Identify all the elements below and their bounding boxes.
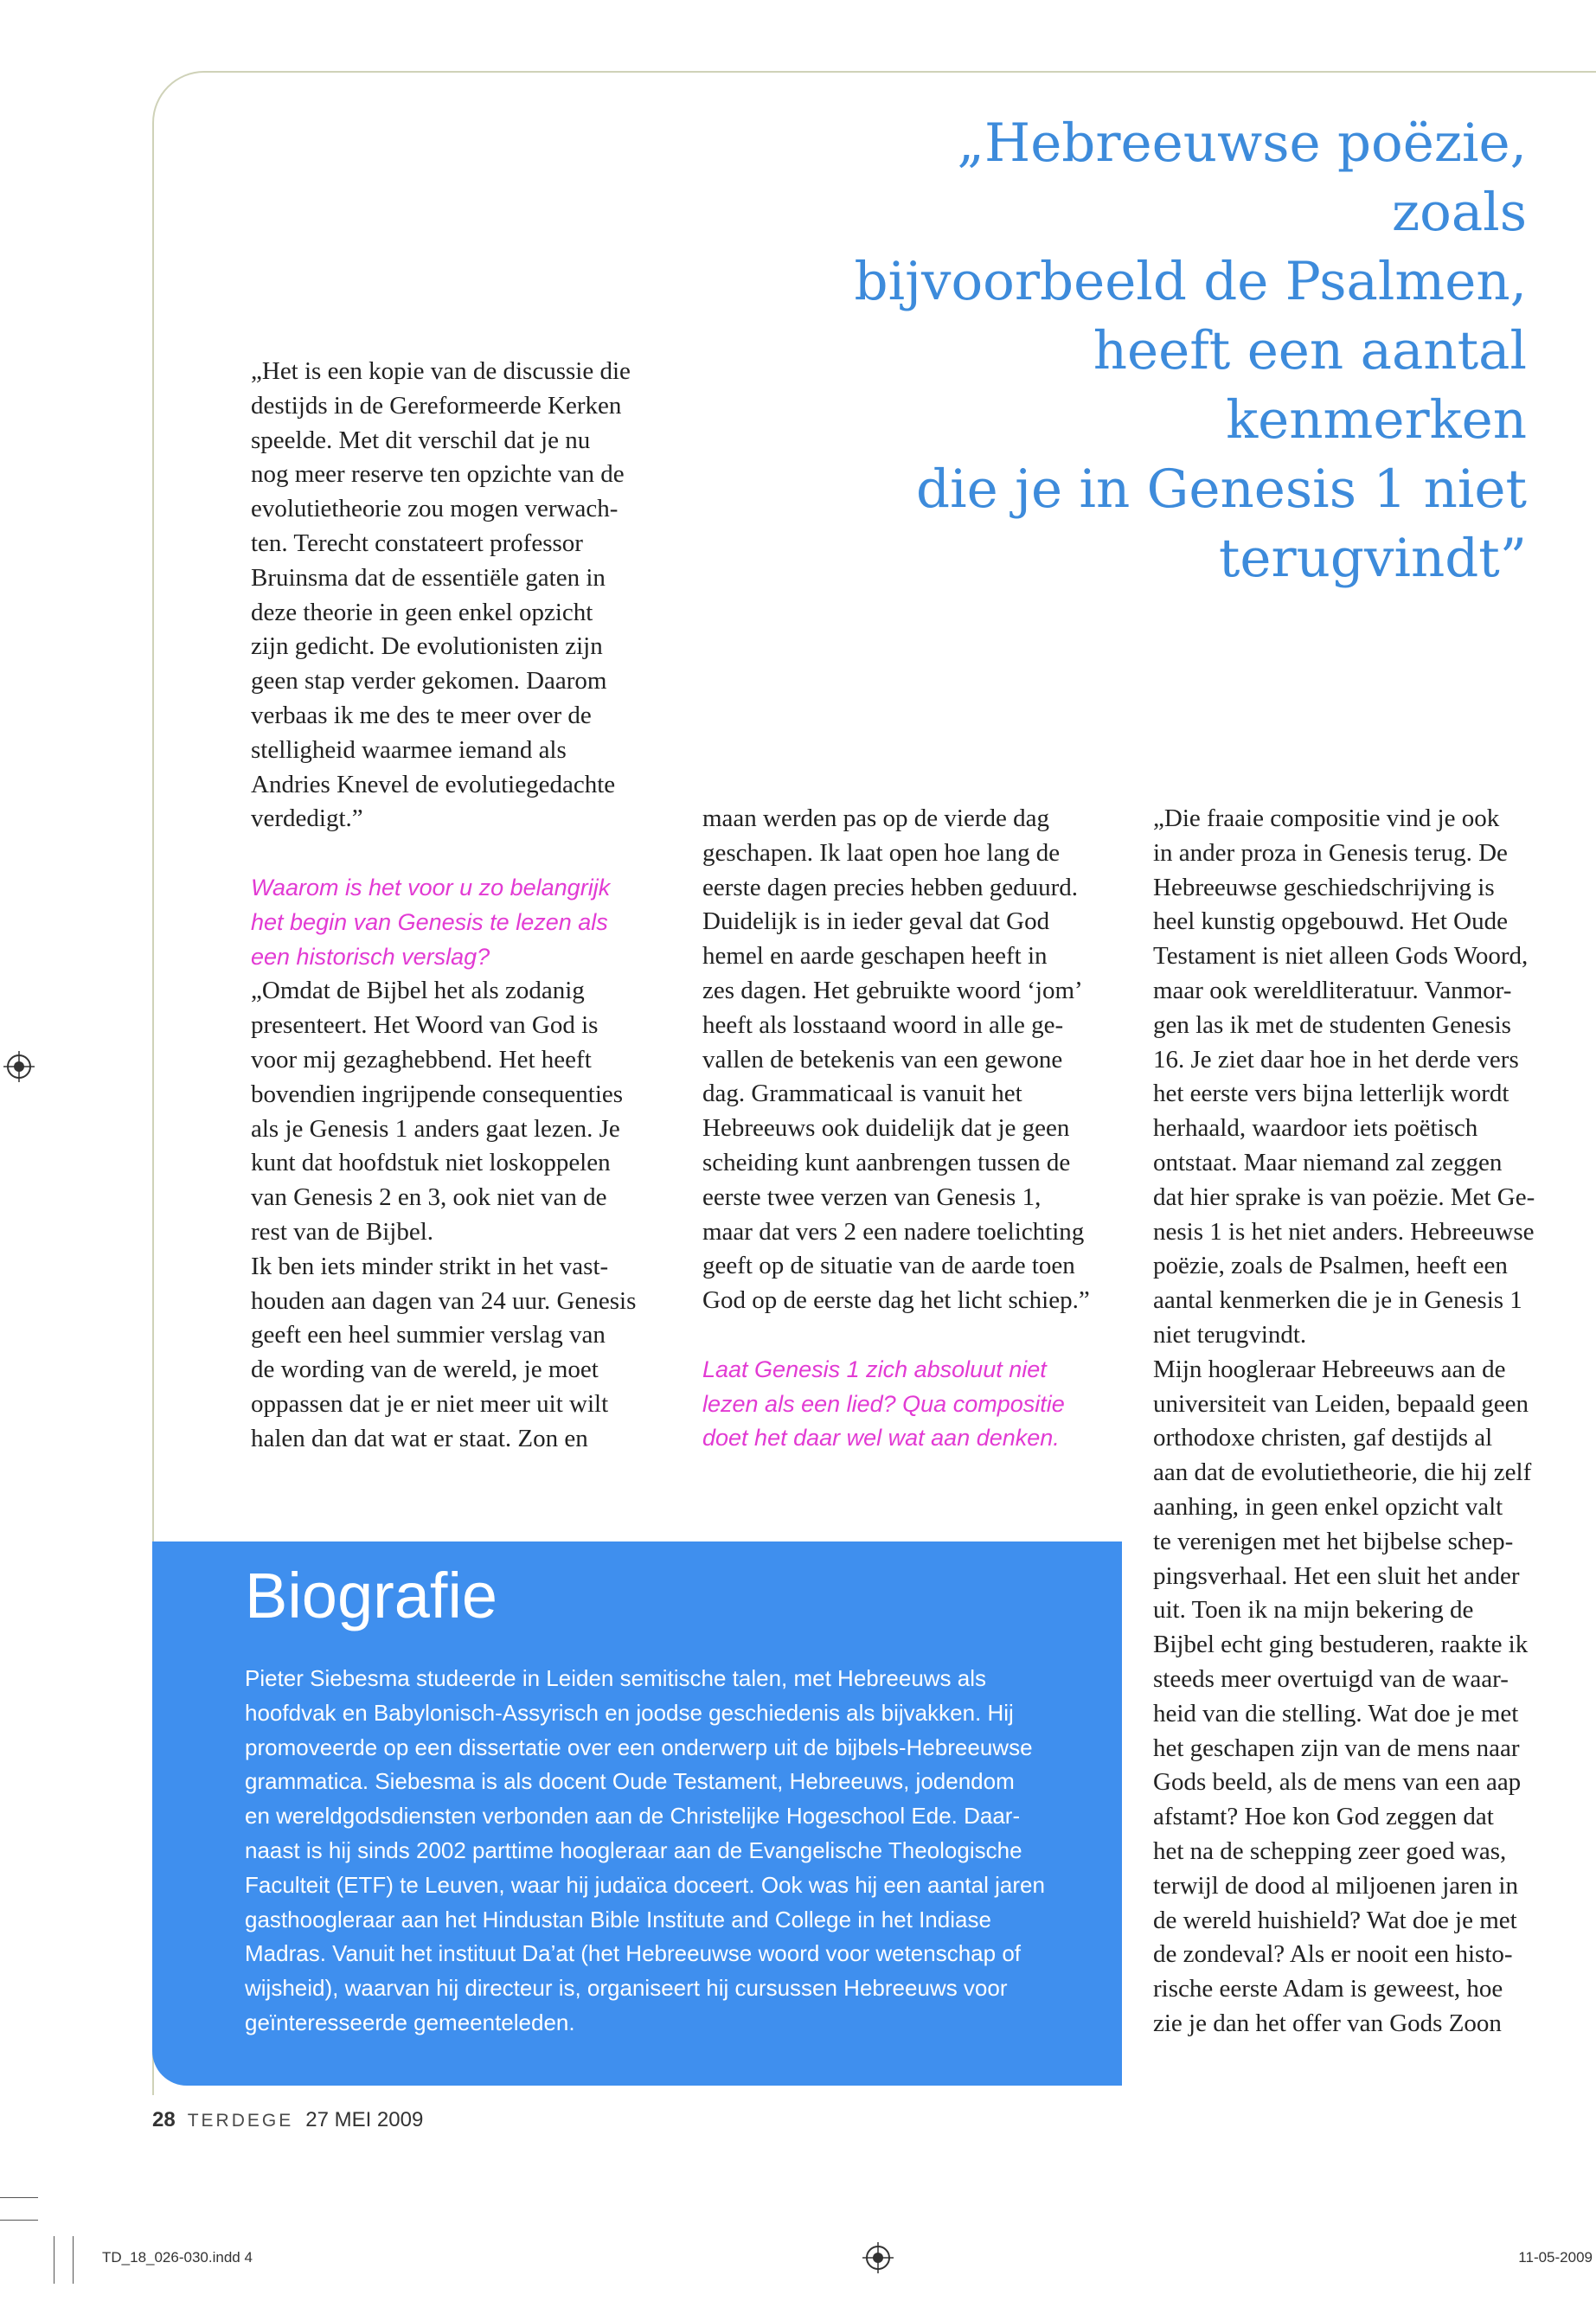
body-line: „Omdat de Bijbel het als zodanig bbox=[251, 977, 585, 1005]
body-line: steeds meer overtuigd van de waar- bbox=[1153, 1664, 1509, 1693]
pull-quote bbox=[830, 109, 1527, 593]
biography-line: promoveerde op een dissertatie over een onderwerp uit de bijbels-Hebreeuwse bbox=[245, 1734, 1033, 1760]
body-line: 16. Je ziet daar hoe in het derde vers bbox=[1153, 1045, 1519, 1074]
body-line: oppassen dat je er niet meer uit wilt bbox=[251, 1389, 609, 1418]
body-line: geeft op de situatie van de aarde toen bbox=[702, 1252, 1075, 1280]
crop-mark bbox=[0, 2197, 38, 2198]
registration-mark-icon bbox=[3, 1051, 35, 1082]
body-line: dag. Grammaticaal is vanuit het bbox=[702, 1080, 1022, 1108]
biography-line: en wereldgodsdiensten verbonden aan de Christelijke Hogeschool Ede. Daar- bbox=[245, 1803, 1021, 1830]
biography-line: geïnteresseerde gemeenteleden. bbox=[245, 2009, 575, 2035]
body-line: Testament is niet alleen Gods Woord, bbox=[1153, 942, 1529, 971]
body-line: Andries Knevel de evolutiegedachte bbox=[251, 770, 616, 798]
pull-quote-line: heeft een aantal kenmerken bbox=[1093, 320, 1527, 451]
biography-line: Madras. Vanuit het instituut Da’at (het Hebreeuwse woord voor wetenschap of bbox=[245, 1940, 1021, 1967]
body-line: voor mij gezaghebbend. Het heeft bbox=[251, 1045, 592, 1074]
body-line: rest van de Bijbel. bbox=[251, 1217, 434, 1246]
body-line: verdedigt.” bbox=[251, 804, 363, 833]
body-line: pingsverhaal. Het een sluit het ander bbox=[1153, 1561, 1520, 1590]
body-line: Duidelijk is in ieder geval dat God bbox=[702, 907, 1050, 936]
body-line: maar dat vers 2 een nadere toelichting bbox=[702, 1217, 1085, 1246]
body-line: rische eerste Adam is geweest, hoe bbox=[1153, 1975, 1503, 2003]
body-line: terwijl de dood al miljoenen jaren in bbox=[1153, 1871, 1518, 1900]
interview-question-line: lezen als een lied? Qua compositie bbox=[702, 1390, 1065, 1417]
body-line: heeft als losstaand woord in alle ge- bbox=[702, 1010, 1064, 1039]
column-1 bbox=[251, 355, 683, 1457]
body-line: herhaald, waardoor iets poëtisch bbox=[1153, 1114, 1478, 1143]
body-line: de wording van de wereld, je moet bbox=[251, 1356, 599, 1384]
body-line: het na de schepping zeer goed was, bbox=[1153, 1836, 1507, 1865]
body-line: scheiding kunt aanbrengen tussen de bbox=[702, 1148, 1071, 1176]
biography-line: gasthoogleraar aan het Hindustan Bible Institute and College in het Indiase bbox=[245, 1906, 991, 1932]
interview-question-line: het begin van Genesis te lezen als bbox=[251, 908, 608, 935]
magazine-name: TERDEGE bbox=[187, 2111, 294, 2131]
body-line: eerste twee verzen van Genesis 1, bbox=[702, 1183, 1042, 1211]
pull-quote-line: bijvoorbeeld de Psalmen, bbox=[854, 251, 1527, 312]
body-line: Bijbel echt ging bestuderen, raakte ik bbox=[1153, 1631, 1529, 1659]
body-line: de wereld huishield? Wat doe je met bbox=[1153, 1906, 1517, 1934]
body-line: als je Genesis 1 anders gaat lezen. Je bbox=[251, 1114, 620, 1143]
pull-quote-line: „Hebreeuwse poëzie, zoals bbox=[957, 112, 1527, 243]
body-line: ten. Terecht constateert professor bbox=[251, 529, 583, 557]
biography-line: grammatica. Siebesma is als docent Oude Testament, Hebreeuws, jodendom bbox=[245, 1768, 1015, 1795]
issue-date: 27 MEI 2009 bbox=[305, 2108, 424, 2131]
body-line: ontstaat. Maar niemand zal zeggen bbox=[1153, 1148, 1503, 1176]
body-line: Gods beeld, als de mens van een aap bbox=[1153, 1768, 1522, 1797]
print-slug-date: 11-05-2009 bbox=[1518, 2249, 1593, 2266]
body-line: destijds in de Gereformeerde Kerken bbox=[251, 391, 622, 420]
interview-question-line: doet het daar wel wat aan denken. bbox=[702, 1425, 1060, 1452]
biography-line: Faculteit (ETF) te Leuven, waar hij judaïca doceert. Ook was hij een aantal jaren bbox=[245, 1871, 1045, 1898]
body-line: niet terugvindt. bbox=[1153, 1320, 1307, 1349]
body-line: het eerste vers bijna letterlijk wordt bbox=[1153, 1080, 1509, 1108]
body-line: geschapen. Ik laat open hoe lang de bbox=[702, 838, 1061, 867]
body-line: van Genesis 2 en 3, ook niet van de bbox=[251, 1183, 607, 1212]
body-line: poëzie, zoals de Psalmen, heeft een bbox=[1153, 1252, 1508, 1280]
biography-text bbox=[245, 1662, 1101, 2041]
body-line: evolutietheorie zou mogen verwach- bbox=[251, 495, 619, 523]
body-line: universiteit van Leiden, bepaald geen bbox=[1153, 1389, 1529, 1418]
body-line: te verenigen met het bijbelse schep- bbox=[1153, 1527, 1514, 1555]
interview-question-line: Laat Genesis 1 zich absoluut niet bbox=[702, 1356, 1047, 1382]
body-line: zijn gedicht. De evolutionisten zijn bbox=[251, 632, 603, 661]
body-line: „Die fraaie compositie vind je ook bbox=[1153, 804, 1500, 832]
body-line: de zondeval? Als er nooit een histo- bbox=[1153, 1940, 1513, 1969]
body-line: heel kunstig opgebouwd. Het Oude bbox=[1153, 907, 1508, 936]
body-line: hemel en aarde geschapen heeft in bbox=[702, 942, 1048, 971]
crop-mark bbox=[0, 2220, 38, 2221]
body-line: God op de eerste dag het licht schiep.” bbox=[702, 1286, 1090, 1315]
page-number: 28 bbox=[152, 2108, 176, 2131]
print-slug-file: TD_18_026-030.indd 4 bbox=[102, 2249, 253, 2266]
biography-line: Pieter Siebesma studeerde in Leiden semitische talen, met Hebreeuws als bbox=[245, 1665, 987, 1691]
body-line: afstamt? Hoe kon God zeggen dat bbox=[1153, 1803, 1494, 1831]
body-line: bovendien ingrijpende consequenties bbox=[251, 1080, 624, 1108]
column-2 bbox=[702, 802, 1135, 1456]
body-line: aanhing, in geen enkel opzicht valt bbox=[1153, 1492, 1503, 1521]
biography-line: wijsheid), waarvan hij directeur is, organiseert hij cursussen Hebreeuws voor bbox=[245, 1975, 1008, 2002]
biography-box bbox=[152, 1541, 1122, 2086]
body-line: orthodoxe christen, gaf destijds al bbox=[1153, 1424, 1493, 1452]
body-line: maar ook wereldliteratuur. Vanmor- bbox=[1153, 976, 1512, 1004]
body-line: Mijn hoogleraar Hebreeuws aan de bbox=[1153, 1355, 1506, 1383]
body-line: nesis 1 is het niet anders. Hebreeuwse bbox=[1153, 1217, 1535, 1246]
body-line: Ik ben iets minder strikt in het vast- bbox=[251, 1252, 609, 1280]
body-line: in ander proza in Genesis terug. De bbox=[1153, 838, 1508, 867]
biography-title: Biografie bbox=[245, 1560, 498, 1631]
body-line: gen las ik met de studenten Genesis bbox=[1153, 1010, 1511, 1039]
body-line: eerste dagen precies hebben geduurd. bbox=[702, 873, 1078, 901]
body-line: deze theorie in geen enkel opzicht bbox=[251, 598, 593, 626]
body-line: dat hier sprake is van poëzie. Met Ge- bbox=[1153, 1183, 1535, 1211]
pull-quote-line: terugvindt” bbox=[1218, 528, 1527, 589]
body-line: het geschapen zijn van de mens naar bbox=[1153, 1734, 1520, 1762]
interview-question-line: een historisch verslag? bbox=[251, 943, 490, 970]
body-line: halen dan dat wat er staat. Zon en bbox=[251, 1424, 588, 1452]
body-line: zes dagen. Het gebruikte woord ‘jom’ bbox=[702, 976, 1083, 1004]
body-line: Bruinsma dat de essentiële gaten in bbox=[251, 563, 606, 592]
body-line: uit. Toen ik na mijn bekering de bbox=[1153, 1596, 1474, 1625]
body-line: maan werden pas op de vierde dag bbox=[702, 804, 1050, 832]
body-line: stelligheid waarmee iemand als bbox=[251, 735, 567, 764]
body-line: houden aan dagen van 24 uur. Genesis bbox=[251, 1286, 637, 1315]
body-line: presenteert. Het Woord van God is bbox=[251, 1011, 599, 1040]
body-line: vallen de betekenis van een gewone bbox=[702, 1045, 1063, 1074]
biography-line: hoofdvak en Babylonisch-Assyrisch en joodse geschiedenis als bijvakken. Hij bbox=[245, 1699, 1014, 1726]
biography-line: naast is hij sinds 2002 parttime hoogleraar aan de Evangelische Theologische bbox=[245, 1836, 1022, 1863]
body-line: Hebreeuws ook duidelijk dat je geen bbox=[702, 1114, 1070, 1143]
body-line: kunt dat hoofdstuk niet loskoppelen bbox=[251, 1149, 611, 1177]
body-line: geen stap verder gekomen. Daarom bbox=[251, 667, 607, 695]
body-line: aan dat de evolutietheorie, die hij zelf bbox=[1153, 1458, 1532, 1487]
column-3 bbox=[1153, 802, 1596, 2041]
interview-question-line: Waarom is het voor u zo belangrijk bbox=[251, 874, 611, 901]
body-line: zie je dan het offer van Gods Zoon bbox=[1153, 2009, 1502, 2037]
body-line: „Het is een kopie van de discussie die bbox=[251, 357, 631, 385]
pull-quote-line: die je in Genesis 1 niet bbox=[916, 458, 1527, 520]
body-line: verbaas ik me des te meer over de bbox=[251, 701, 592, 729]
crop-mark bbox=[73, 2236, 74, 2284]
body-line: Hebreeuwse geschiedschrijving is bbox=[1153, 873, 1495, 901]
page-footer bbox=[152, 2108, 423, 2132]
body-line: speelde. Met dit verschil dat je nu bbox=[251, 426, 591, 454]
body-line: nog meer reserve ten opzichte van de bbox=[251, 460, 625, 489]
body-line: aantal kenmerken die je in Genesis 1 bbox=[1153, 1286, 1522, 1315]
registration-mark-icon bbox=[862, 2242, 894, 2273]
body-line: heid van die stelling. Wat doe je met bbox=[1153, 1699, 1519, 1727]
body-line: geeft een heel summier verslag van bbox=[251, 1321, 606, 1349]
